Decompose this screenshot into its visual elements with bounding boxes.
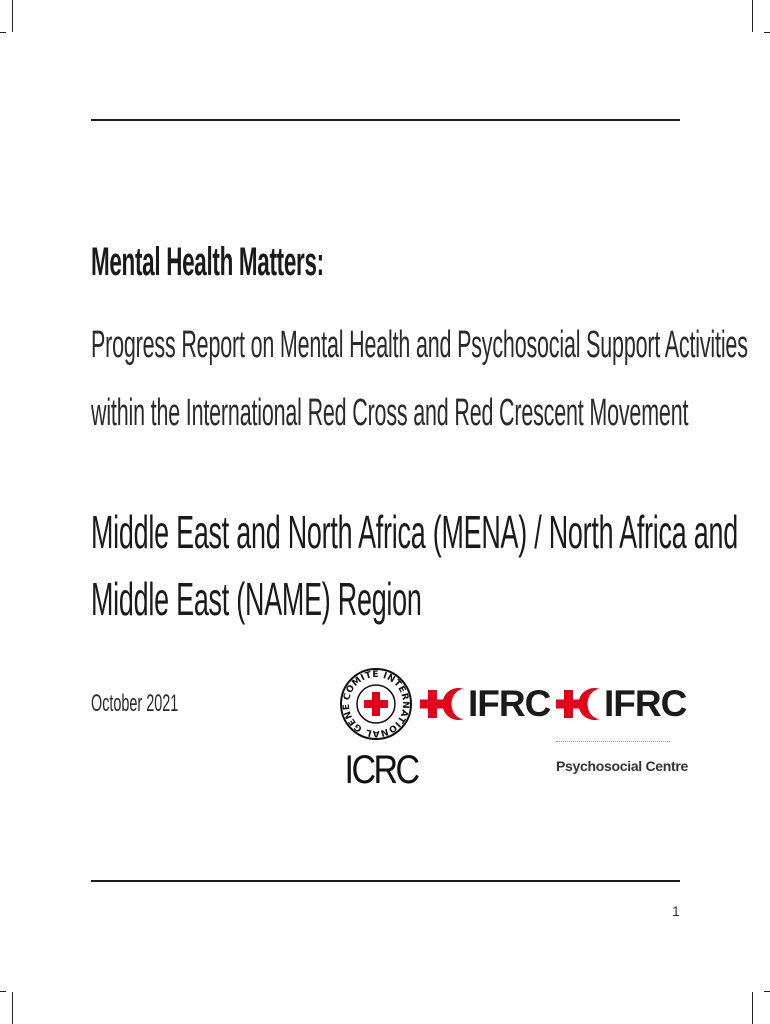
red-cross-crescent-icon <box>420 684 468 724</box>
crop-mark-bottom-right <box>752 992 753 1024</box>
psc-divider <box>556 741 670 742</box>
crop-mark-bottom-right-h <box>764 991 770 992</box>
icrc-logo <box>339 664 418 796</box>
crop-mark-top-left <box>12 0 13 32</box>
ifrc-logo <box>420 683 551 724</box>
subtitle-line-1: Progress Report on Mental Health and Psychosocial Support Activities <box>91 324 748 366</box>
crop-mark-top-left-h <box>0 32 6 33</box>
crop-mark-bottom-left <box>12 992 13 1024</box>
red-cross-crescent-icon <box>556 684 604 724</box>
bottom-rule <box>91 880 680 882</box>
ifrc-psychosocial-centre-logo <box>556 683 687 724</box>
top-rule <box>91 119 680 121</box>
subtitle-line-2: within the International Red Cross and Red Crescent Movement <box>91 392 689 434</box>
crop-mark-top-right-h <box>764 32 770 33</box>
icrc-emblem-icon <box>339 664 413 744</box>
icrc-emblem-text: COMITE INTERNATIONAL GENE <box>341 669 411 739</box>
region-title-line-1: Middle East and North Africa (MENA) / North Africa and <box>91 506 738 558</box>
crop-mark-top-right <box>752 0 753 32</box>
ifrc-wordmark: IFRC <box>468 683 551 724</box>
page-number: 1 <box>672 903 680 919</box>
crop-mark-bottom-left-h <box>0 991 6 992</box>
icrc-wordmark: ICRC <box>344 748 418 792</box>
publication-date: October 2021 <box>91 690 179 717</box>
psychosocial-centre-label: Psychosocial Centre <box>556 758 689 774</box>
document-title: Mental Health Matters: <box>91 240 324 284</box>
region-title-line-2: Middle East (NAME) Region <box>91 573 422 625</box>
ifrc-wordmark: IFRC <box>604 683 687 724</box>
